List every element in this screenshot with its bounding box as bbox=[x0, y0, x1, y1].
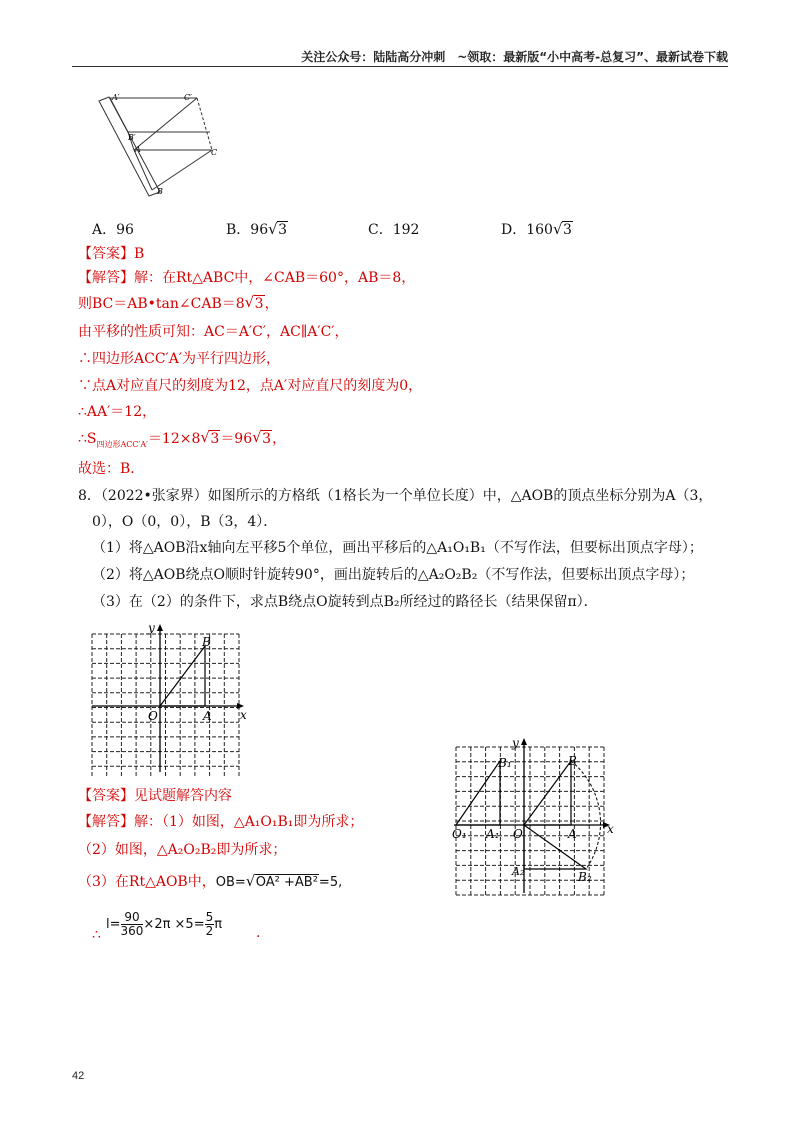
q7-solution-4: ∴四边形ACC′A′为平行四边形， bbox=[78, 351, 281, 367]
label-b-prime: B′ bbox=[128, 133, 136, 142]
q7-solution-8: 故选：B． bbox=[78, 461, 145, 477]
option-d: D．160√ 3 bbox=[501, 219, 573, 239]
label-c: C bbox=[211, 148, 218, 157]
grid-graph-question bbox=[88, 622, 253, 777]
option-b: B．96√ 3 bbox=[226, 219, 288, 239]
page-number: 42 bbox=[72, 1070, 85, 1082]
option-a: A．96 bbox=[92, 222, 134, 238]
label-a-prime: A′ bbox=[112, 93, 120, 102]
g2-b2-label: B₂ bbox=[578, 870, 592, 884]
g2-o-label: O bbox=[513, 827, 523, 841]
grid-graph-answer bbox=[450, 735, 620, 897]
q7-solution-1: 【解答】解：在Rt△ABC中，∠CAB＝60°，AB＝8， bbox=[78, 270, 416, 286]
q8-part-2: （2）将△AOB绕点O顺时针旋转90°，画出旋转后的△A₂O₂B₂（不写作法，但要标出顶点字母）； bbox=[92, 567, 695, 583]
label-a: A bbox=[135, 145, 141, 154]
g1-b-label: B bbox=[202, 635, 211, 649]
page-header: 关注公众号：陆陆高分冲刺 ~领取：最新版“小中高考-总复习”、最新试卷下载 bbox=[301, 50, 728, 64]
q7-solution-6: ∴AA′＝12， bbox=[78, 404, 157, 420]
option-c: C．192 bbox=[368, 222, 420, 238]
label-b: B bbox=[157, 187, 163, 196]
q7-solution-7: $\therefore S_{四边形ACC'A'}=12\times 8√$ 3＝96√ 3， bbox=[78, 429, 286, 455]
g2-x-label: x bbox=[607, 822, 614, 836]
q8-solution-1: 【解答】解：（1）如图，△A₁O₁B₁即为所求； bbox=[78, 814, 364, 830]
g1-a-label: A bbox=[203, 709, 212, 723]
g2-y-label: y bbox=[512, 736, 519, 750]
q7-solution-3: 由平移的性质可知：AC＝A′C′，AC∥A′C′， bbox=[78, 324, 349, 340]
g2-o1-label: O₁ bbox=[452, 827, 467, 841]
g2-b-label: B bbox=[568, 754, 577, 768]
q8-answer: 【答案】见试题解答内容 bbox=[78, 788, 232, 804]
g2-b1-label: B₁ bbox=[498, 756, 512, 770]
q8-part-1: （1）将△AOB沿x轴向左平移5个单位，画出平移后的△A₁O₁B₁（不写作法，但要标出顶点字母）； bbox=[92, 540, 703, 556]
header-divider bbox=[72, 66, 728, 67]
g2-a2-label: A₂ bbox=[512, 865, 525, 878]
g1-o-label: O bbox=[148, 709, 158, 723]
q7-solution-5: ∵点A对应直尺的刻度为12，点A′对应直尺的刻度为0， bbox=[78, 378, 423, 394]
g2-a1-label: A₁ bbox=[486, 827, 500, 841]
q8-part-3: （3）在（2）的条件下，求点B绕点O旋转到点B₂所经过的路径长（结果保留π）． bbox=[92, 594, 598, 610]
label-c-prime: C′ bbox=[184, 93, 192, 102]
ruler-figure bbox=[92, 88, 232, 208]
g2-a-label: A bbox=[568, 827, 577, 841]
q8-solution-2: （2）如图，△A₂O₂B₂即为所求； bbox=[78, 842, 287, 858]
q7-solution-2: 则BC＝AB•tan∠CAB＝8√ 3， bbox=[78, 294, 279, 314]
q7-answer: 【答案】B bbox=[78, 246, 145, 262]
g1-y-label: y bbox=[148, 622, 155, 635]
g1-x-label: x bbox=[240, 708, 247, 722]
q8-stem-2: 0），O（0，0），B（3，4）． bbox=[92, 514, 278, 530]
q8-stem-1: 8．（2022•张家界）如图所示的方格纸（1格长为一个单位长度）中，△AOB的顶点坐标分别为A（3， bbox=[78, 488, 713, 504]
q8-solution-3: （3）在Rt△AOB中，OB=√ OA² +AB²=5, bbox=[78, 872, 342, 893]
